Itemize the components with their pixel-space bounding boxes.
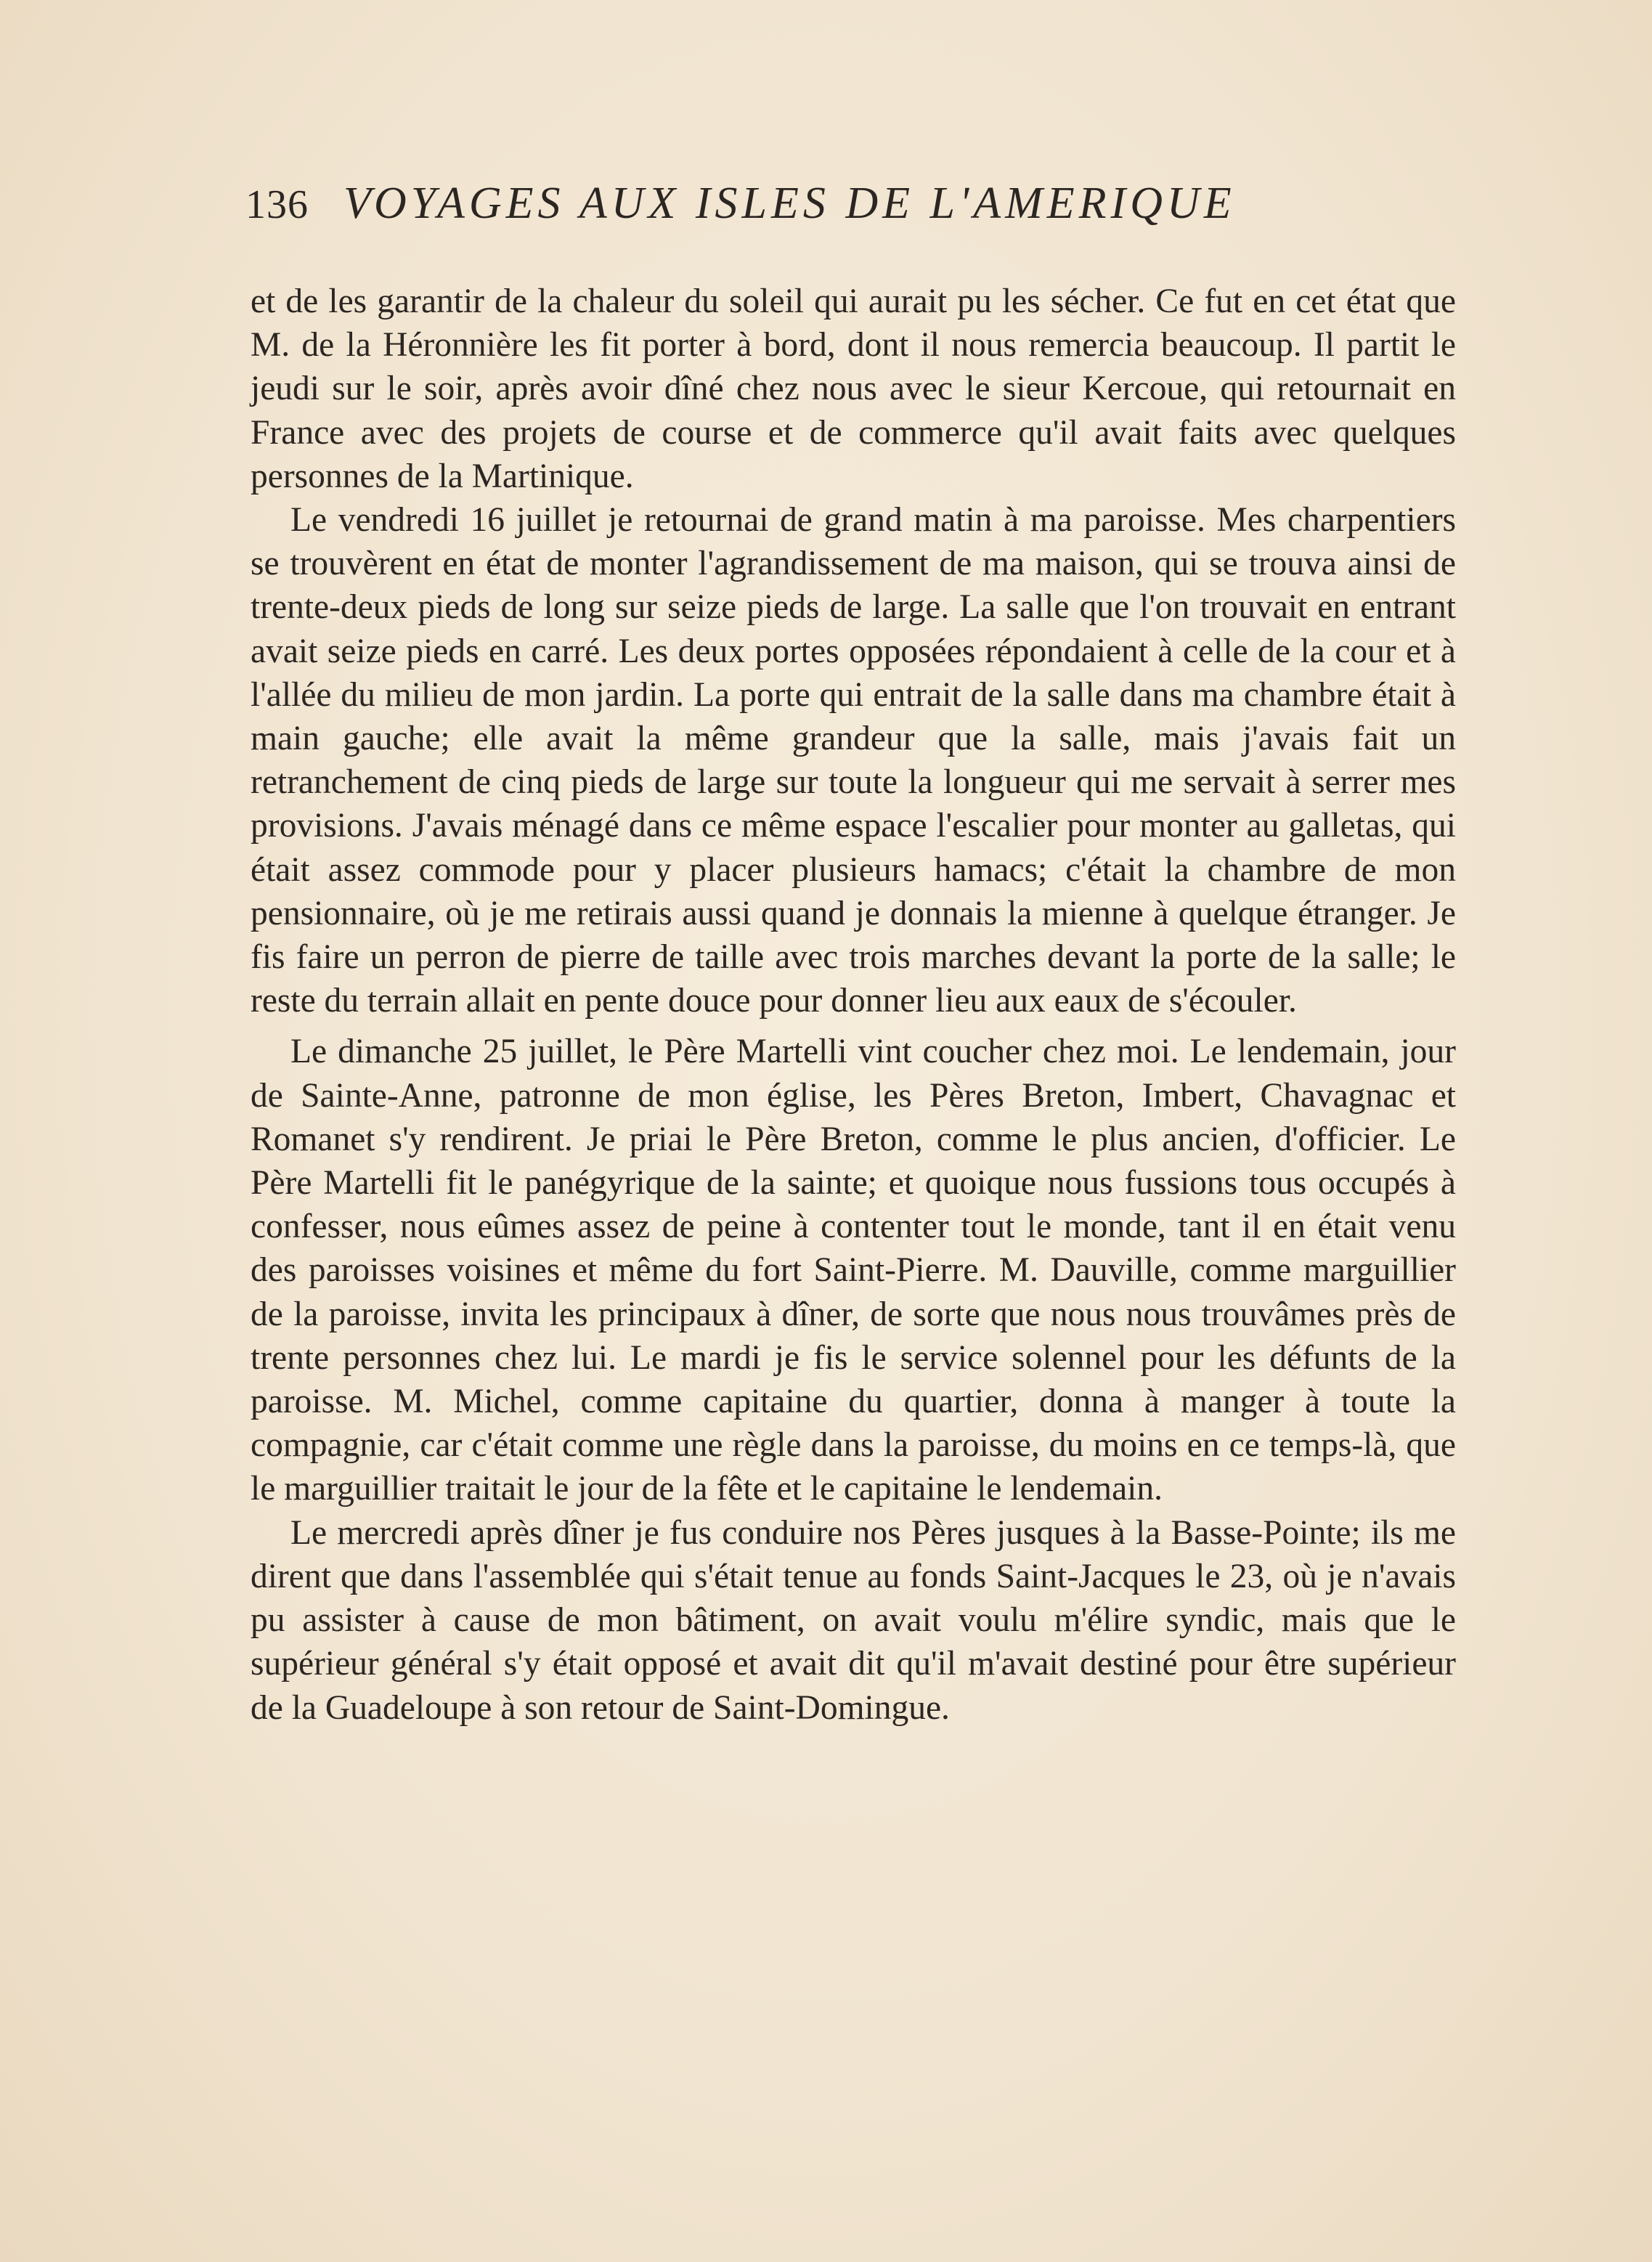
paragraph-2: Le vendredi 16 juillet je retournai de grand matin à ma paroisse. Mes charpentiers se trouvèrent en état de monter l'agrandissement de ma maison, qui se trouva ainsi de trente-deux pieds de long sur seize pieds de large. La salle que l'on trouvait en entrant avait seize pieds en carré. Les deux portes opposées répondaient à celle de la cour et à l'allée du milieu de mon jardin. La porte qui entrait de la salle dans ma chambre était à main gauche; elle avait la même grandeur que la salle, mais j'avais fait un retranchement de cinq pieds de large sur toute la longueur qui me servait à serrer mes provisions. J'avais ménagé dans ce même espace l'escalier pour monter au galletas, qui était assez commode pour y placer plusieurs hamacs; c'était la chambre de mon pensionnaire, où je me retirais aussi quand je donnais la mienne à quelque étranger. Je fis faire un perron de pierre de taille avec trois marches devant la porte de la salle; le reste du terrain allait en pente douce pour donner lieu aux eaux de s'écouler.	[251, 501, 1456, 1020]
body-text	[251, 280, 1456, 1730]
paragraph-1: et de les garantir de la chaleur du soleil qui aurait pu les sécher. Ce fut en cet état que M. de la Héronnière les fit porter à bord, dont il nous remercia beaucoup. Il partit le jeudi sur le soir, après avoir dîné chez nous avec le sieur Kercoue, qui retournait en France avec des projets de course et de commerce qu'il avait faits avec quelques personnes de la Martinique.	[251, 282, 1456, 495]
paragraph-4: Le mercredi après dîner je fus conduire nos Pères jusques à la Basse-Pointe; ils me dirent que dans l'assemblée qui s'était tenue au fonds Saint-Jacques le 23, où je n'avais pu assister à cause de mon bâtiment, on avait voulu m'élire syndic, mais que le supérieur général s'y était opposé et avait dit qu'il m'avait destiné pour être supérieur de la Guadeloupe à son retour de Saint-Domingue.	[251, 1513, 1456, 1727]
page-header	[245, 178, 1465, 229]
running-title: VOYAGES AUX ISLES DE L'AMERIQUE	[343, 179, 1236, 228]
paragraph-3: Le dimanche 25 juillet, le Père Martelli vint coucher chez moi. Le lendemain, jour de Sainte-Anne, patronne de mon église, les Pères Breton, Imbert, Chavagnac et Romanet s'y rendirent. Je priai le Père Breton, comme le plus ancien, d'officier. Le Père Martelli fit le panégyrique de la sainte; et quoique nous fussions tous occupés à confesser, nous eûmes assez de peine à contenter tout le monde, tant il en était venu des paroisses voisines et même du fort Saint-Pierre. M. Dauville, comme marguillier de la paroisse, invita les principaux à dîner, de sorte que nous nous trouvâmes près de trente personnes chez lui. Le mardi je fis le service solennel pour les défunts de la paroisse. M. Michel, comme capitaine du quartier, donna à manger à toute la compagnie, car c'était comme une règle dans la paroisse, du moins en ce temps-là, que le marguillier traitait le jour de la fête et le capitaine le lendemain.	[251, 1033, 1456, 1508]
page-number: 136	[245, 182, 309, 227]
